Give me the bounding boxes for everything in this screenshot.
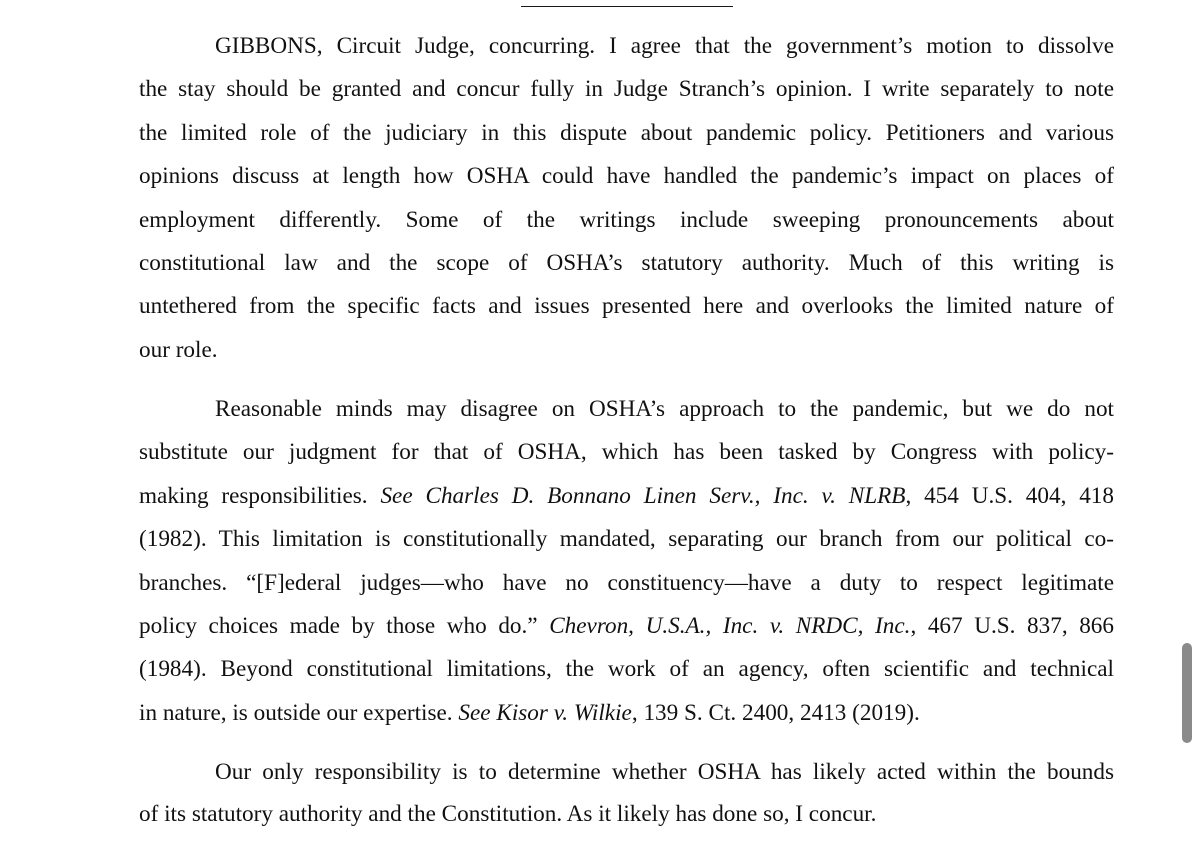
text-line [139, 388, 1114, 431]
text-line [139, 605, 1114, 648]
vertical-scrollbar[interactable] [1182, 643, 1192, 743]
text-run: , 139 S. Ct. 2400, 2413 (2019). [631, 699, 920, 726]
case-citation: See Kisor v. Wilkie [458, 699, 632, 726]
text-line [139, 112, 1114, 155]
text-run: the limited role of the judiciary in this dispute about pandemic policy. Petitioners and various [139, 119, 1114, 146]
text-line [139, 68, 1114, 111]
text-run: Reasonable minds may disagree on OSHA’s approach to the pandemic, but we do not [215, 396, 1114, 422]
text-line [139, 475, 1114, 518]
text-line [139, 562, 1114, 605]
text-run: Our only responsibility is to determine whether OSHA has likely acted within the bounds [215, 759, 1114, 785]
case-citation: Chevron, U.S.A., Inc. v. NRDC, Inc. [549, 612, 911, 639]
case-citation: See Charles D. Bonnano Linen Serv., Inc. v. NLRB [380, 482, 906, 509]
text-line [139, 285, 1114, 328]
text-run: our role. [139, 336, 218, 363]
text-run: employment differently. Some of the writings include sweeping pronouncements about [139, 206, 1114, 233]
text-line [139, 648, 1114, 691]
section-separator [521, 6, 733, 7]
paragraph-3 [139, 751, 1114, 836]
text-line [139, 751, 1114, 793]
text-run: , 467 U.S. 837, 866 [910, 612, 1114, 639]
text-line [139, 793, 1114, 835]
text-line [139, 431, 1114, 474]
text-line [139, 199, 1114, 242]
text-run: policy choices made by those who do.” [139, 612, 550, 639]
text-run: the stay should be granted and concur fully in Judge Stranch’s opinion. I write separately to note [139, 76, 1114, 103]
text-run: constitutional law and the scope of OSHA’s statutory authority. Much of this writing is [139, 249, 1114, 276]
text-run: making responsibilities. [139, 482, 381, 509]
text-run: branches. “[F]ederal judges—who have no constituency—have a duty to respect legitimate [139, 569, 1114, 596]
text-run: in nature, is outside our expertise. [139, 699, 459, 726]
paragraph-1 [139, 25, 1114, 372]
text-run: substitute our judgment for that of OSHA, which has been tasked by Congress with policy- [139, 439, 1114, 466]
text-line [139, 242, 1114, 285]
text-run: untethered from the specific facts and issues presented here and overlooks the limited nature of [139, 293, 1114, 320]
paragraph-2 [139, 388, 1114, 735]
text-run: (1984). Beyond constitutional limitations, the work of an agency, often scientific and technical [139, 656, 1114, 683]
text-run: , 454 U.S. 404, 418 [905, 482, 1114, 509]
text-run: opinions discuss at length how OSHA could have handled the pandemic’s impact on places of [139, 163, 1114, 190]
text-run: GIBBONS, Circuit Judge, concurring. I agree that the government’s motion to dissolve [215, 33, 1114, 59]
text-line [139, 25, 1114, 68]
text-line [139, 155, 1114, 198]
text-run: of its statutory authority and the Constitution. As it likely has done so, I concur. [139, 801, 877, 828]
text-line [139, 518, 1114, 561]
text-line [139, 329, 1114, 372]
text-run: (1982). This limitation is constitutionally mandated, separating our branch from our political co- [139, 526, 1114, 553]
text-line [139, 692, 1114, 735]
